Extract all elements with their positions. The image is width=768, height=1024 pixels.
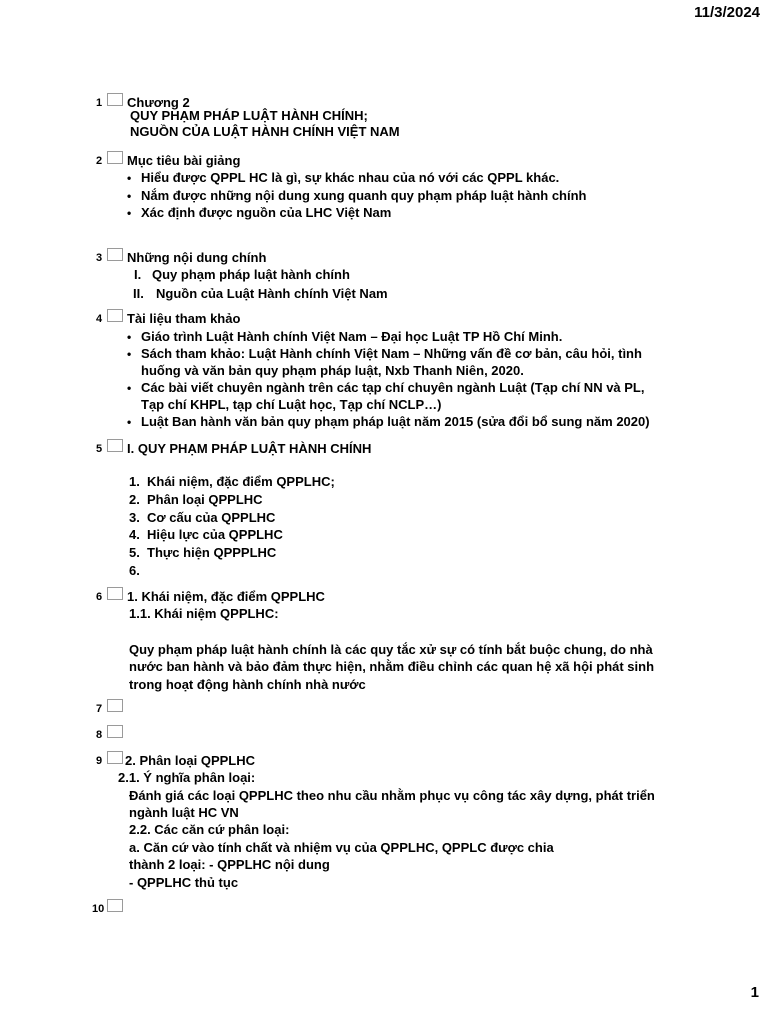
slide-thumbnail[interactable] <box>107 699 123 712</box>
slide-thumbnail[interactable] <box>107 309 123 322</box>
paragraph-line: trong hoạt động hành chính nhà nước <box>129 677 366 692</box>
chapter-label: Chương 2 <box>127 95 190 110</box>
slide-thumbnail[interactable] <box>107 899 123 912</box>
bullet-icon: • <box>127 330 132 344</box>
list-marker: 6. <box>129 563 140 578</box>
list-item: Phân loại QPPLHC <box>147 492 263 507</box>
page-number: 1 <box>750 984 759 1001</box>
paragraph-line: a. Căn cứ vào tính chất và nhiệm vụ của QPPLHC, QPPLC được chia <box>129 840 554 855</box>
slide-heading: 1. Khái niệm, đặc điểm QPPLHC <box>127 589 325 604</box>
list-item: Khái niệm, đặc điểm QPPLHC; <box>147 474 335 489</box>
slide-number: 1 <box>96 97 103 109</box>
list-marker: 1. <box>129 474 140 489</box>
bullet-text: Hiểu được QPPL HC là gì, sự khác nhau của nó với các QPPL khác. <box>141 170 560 185</box>
slide-heading: Tài liệu tham khảo <box>127 311 241 326</box>
slide-heading: I. QUY PHẠM PHÁP LUẬT HÀNH CHÍNH <box>127 441 372 456</box>
print-date: 11/3/2024 <box>694 4 760 21</box>
bullet-icon: • <box>127 206 132 220</box>
bullet-icon: • <box>127 189 132 203</box>
list-item: Nguồn của Luật Hành chính Việt Nam <box>156 286 388 301</box>
slide-number: 6 <box>96 591 103 603</box>
slide-title-line: NGUỒN CỦA LUẬT HÀNH CHÍNH VIỆT NAM <box>130 124 400 139</box>
list-item: Quy phạm pháp luật hành chính <box>152 267 350 282</box>
bullet-text: Tạp chí KHPL, tạp chí Luật học, Tạp chí NCLP…) <box>141 397 442 412</box>
bullet-text: Nắm được những nội dung xung quanh quy phạm pháp luật hành chính <box>141 188 587 203</box>
bullet-icon: • <box>127 415 132 429</box>
slide-thumbnail[interactable] <box>107 751 123 764</box>
sub-heading: 2.2. Các căn cứ phân loại: <box>129 822 290 837</box>
slide-thumbnail[interactable] <box>107 587 123 600</box>
list-marker: II. <box>133 286 144 301</box>
paragraph-line: Đánh giá các loại QPPLHC theo nhu cầu nhằm phục vụ công tác xây dựng, phát triển <box>129 788 655 803</box>
paragraph-line: thành 2 loại: - QPPLHC nội dung <box>129 857 330 872</box>
slide-number: 4 <box>96 313 103 325</box>
list-marker: I. <box>134 267 142 282</box>
bullet-text: Luật Ban hành văn bản quy phạm pháp luật năm 2015 (sửa đổi bổ sung năm 2020) <box>141 414 650 429</box>
slide-number: 10 <box>92 903 105 915</box>
bullet-text: Xác định được nguồn của LHC Việt Nam <box>141 205 392 220</box>
list-marker: 2. <box>129 492 140 507</box>
list-marker: 3. <box>129 510 140 525</box>
bullet-text: Giáo trình Luật Hành chính Việt Nam – Đại học Luật TP Hồ Chí Minh. <box>141 329 563 344</box>
list-item: Thực hiện QPPPLHC <box>147 545 277 560</box>
paragraph-line: - QPPLHC thủ tục <box>129 875 239 890</box>
list-item: Cơ cấu của QPPLHC <box>147 510 276 525</box>
sub-heading: 2.1. Ý nghĩa phân loại: <box>118 770 256 785</box>
slide-number: 3 <box>96 252 103 264</box>
slide-thumbnail[interactable] <box>107 151 123 164</box>
slide-title-line: QUY PHẠM PHÁP LUẬT HÀNH CHÍNH; <box>130 108 368 123</box>
sub-heading: 1.1. Khái niệm QPPLHC: <box>129 606 279 621</box>
bullet-icon: • <box>127 381 132 395</box>
slide-number: 5 <box>96 443 103 455</box>
bullet-text: huống và văn bản quy phạm pháp luật, Nxb Thanh Niên, 2020. <box>141 363 524 378</box>
paragraph-line: nước ban hành và bảo đảm thực hiện, nhằm điều chỉnh các quan hệ xã hội phát sinh <box>129 659 655 674</box>
list-marker: 5. <box>129 545 140 560</box>
list-item: Hiệu lực của QPPLHC <box>147 527 283 542</box>
bullet-icon: • <box>127 171 132 185</box>
bullet-icon: • <box>127 347 132 361</box>
slide-number: 9 <box>96 755 103 767</box>
paragraph-line: ngành luật HC VN <box>129 805 239 820</box>
slide-heading: 2. Phân loại QPPLHC <box>125 753 256 768</box>
slide-thumbnail[interactable] <box>107 248 123 261</box>
slide-thumbnail[interactable] <box>107 93 123 106</box>
slide-number: 7 <box>96 703 103 715</box>
slide-number: 2 <box>96 155 103 167</box>
bullet-text: Sách tham khảo: Luật Hành chính Việt Nam – Những vấn đề cơ bản, câu hỏi, tình <box>141 346 642 361</box>
slide-thumbnail[interactable] <box>107 725 123 738</box>
list-marker: 4. <box>129 527 140 542</box>
bullet-text: Các bài viết chuyên ngành trên các tạp chí chuyên ngành Luật (Tạp chí NN và PL, <box>141 380 645 395</box>
slide-number: 8 <box>96 729 103 741</box>
paragraph-line: Quy phạm pháp luật hành chính là các quy tắc xử sự có tính bắt buộc chung, do nhà <box>129 642 653 657</box>
slide-heading: Những nội dung chính <box>127 250 267 265</box>
slide-heading: Mục tiêu bài giảng <box>127 153 241 168</box>
slide-thumbnail[interactable] <box>107 439 123 452</box>
